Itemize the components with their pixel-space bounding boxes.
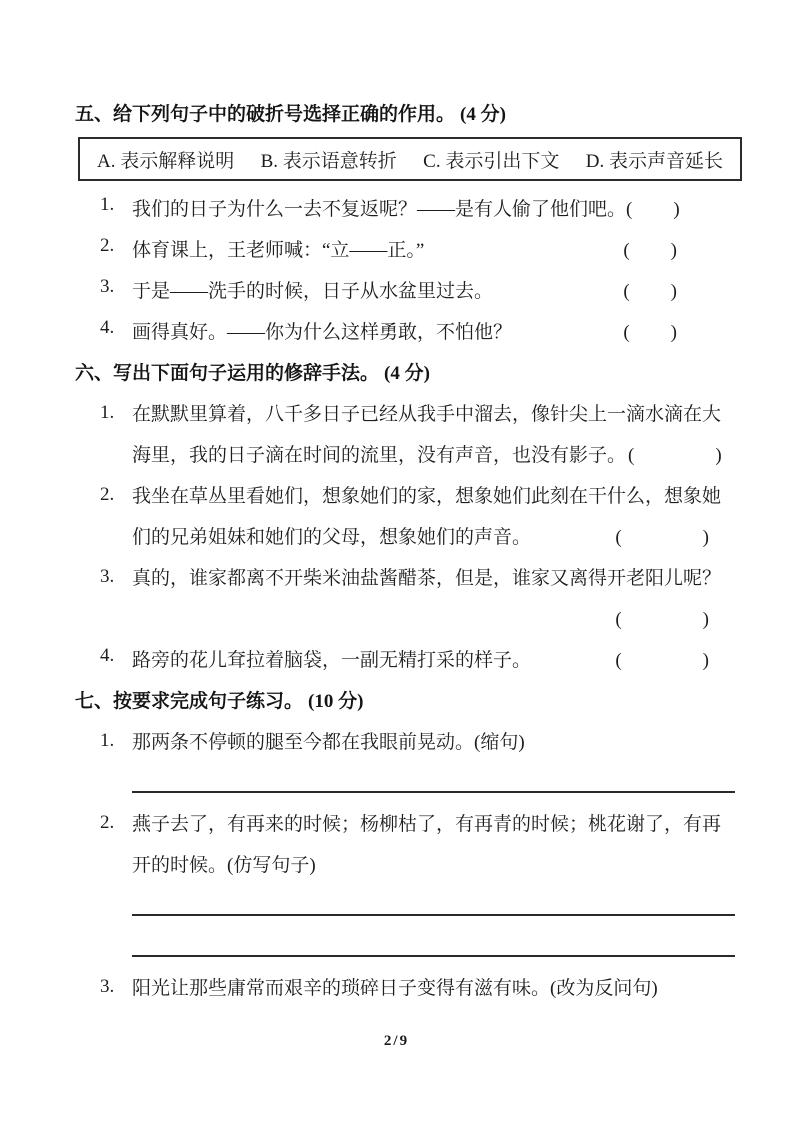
section-five-items (75, 187, 740, 351)
question-text-line: 开的时候。(仿写句子) (132, 855, 316, 876)
question-text: 体育课上，王老师喊：“立——正。” (132, 240, 425, 261)
question-item (75, 966, 740, 1007)
answer-blank-rule (132, 791, 735, 793)
section-five-heading (75, 92, 740, 133)
answer-paren: ( ) (615, 609, 710, 630)
question-item (75, 556, 740, 638)
answer-paren: ( ) (615, 650, 710, 671)
question-number: 1. (100, 194, 115, 215)
question-item (75, 474, 740, 556)
question-number: 2. (100, 483, 115, 505)
question-text-line: 们的兄弟姐妹和她们的父母，想象她们的声音。 (132, 527, 532, 548)
question-text: 画得真好。——你为什么这样勇敢，不怕他？ (132, 322, 513, 343)
dash-usage-options-box (78, 137, 742, 181)
question-text: 于是——洗手的时候，日子从水盆里过去。 (132, 281, 494, 302)
question-text-line: 真的，谁家都离不开柴米油盐酱醋茶，但是，谁家又离得开老阳儿呢？ (132, 568, 722, 589)
question-text: 路旁的花儿耷拉着脑袋，一副无精打采的样子。 (132, 650, 532, 671)
section-six-title: 六、写出下面句子运用的修辞手法。 (75, 363, 380, 384)
section-seven-points: (10 分) (308, 691, 364, 712)
answer-blank (132, 761, 740, 802)
question-item (75, 720, 740, 802)
option-a: A. 表示解释说明 (97, 150, 235, 172)
page-number: 2/9 (383, 1033, 410, 1049)
question-number: 3. (100, 975, 115, 997)
answer-paren: ( ) (626, 199, 681, 220)
section-seven-items (75, 720, 740, 1007)
question-number: 2. (100, 235, 115, 256)
answer-paren: ( ) (615, 527, 710, 548)
section-six (75, 351, 740, 679)
question-number: 1. (100, 729, 115, 751)
question-item (75, 269, 740, 310)
section-five-points: (4 分) (460, 104, 506, 125)
question-item (75, 310, 740, 351)
section-five (75, 92, 740, 351)
question-text-line: 那两条不停顿的腿至今都在我眼前晃动。(缩句) (132, 732, 525, 753)
question-text: 我们的日子为什么一去不复返呢？——是有人偷了他们吧。 (132, 199, 627, 220)
answer-paren: ( ) (623, 240, 678, 261)
question-number: 4. (100, 317, 115, 338)
question-text-line: 燕子去了，有再来的时候；杨柳枯了，有再青的时候；桃花谢了，有再 (132, 814, 722, 835)
section-six-heading (75, 351, 740, 392)
question-number: 3. (100, 276, 115, 297)
question-text-line: 阳光让那些庸常而艰辛的琐碎日子变得有滋有味。(改为反问句) (132, 978, 658, 999)
section-seven-title: 七、按要求完成句子练习。 (75, 691, 304, 712)
question-text-line: 海里，我的日子滴在时间的流里，没有声音，也没有影子。 (132, 445, 627, 466)
answer-paren: ( ) (623, 281, 678, 302)
question-text-line: 我坐在草丛里看她们，想象她们的家，想象她们此刻在干什么，想象她 (132, 486, 722, 507)
question-number: 1. (100, 401, 115, 423)
question-item (75, 187, 740, 228)
question-item (75, 228, 740, 269)
answer-paren: ( ) (623, 322, 678, 343)
section-six-points: (4 分) (384, 363, 430, 384)
answer-blank (132, 925, 740, 966)
option-d: D. 表示声音延长 (585, 150, 723, 172)
section-six-items (75, 392, 740, 679)
option-b: B. 表示语意转折 (260, 150, 397, 172)
question-text-line: 在默默里算着，八千多日子已经从我手中溜去，像针尖上一滴水滴在大 (132, 404, 722, 425)
section-seven-heading (75, 679, 740, 720)
question-item (75, 638, 740, 679)
answer-blank-rule (132, 955, 735, 957)
question-number: 3. (100, 565, 115, 587)
section-seven (75, 679, 740, 1007)
question-item (75, 392, 740, 474)
question-item (75, 802, 740, 966)
section-five-title: 五、给下列句子中的破折号选择正确的作用。 (75, 104, 456, 125)
question-number: 4. (100, 645, 115, 666)
option-c: C. 表示引出下文 (423, 150, 560, 172)
answer-blank-rule (132, 914, 735, 916)
answer-blank (132, 884, 740, 925)
answer-paren: ( ) (628, 445, 723, 466)
question-number: 2. (100, 811, 115, 833)
